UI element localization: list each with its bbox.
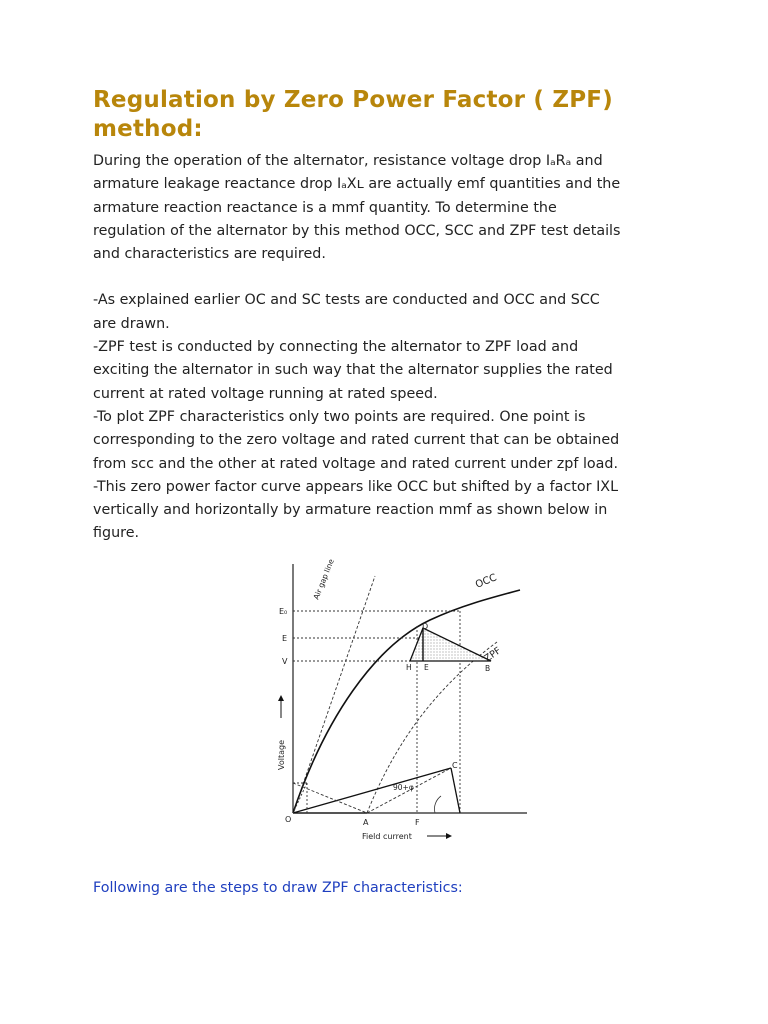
oc-line — [293, 768, 451, 813]
steps-heading: Following are the steps to draw ZPF characteristics: — [93, 880, 463, 896]
b-label: B — [485, 664, 491, 673]
construction-line-1 — [293, 783, 367, 813]
construction-line-2 — [293, 783, 307, 813]
x-axis-label: Field current — [362, 832, 412, 841]
e-point-label: E — [424, 663, 429, 672]
point-line: are drawn. — [93, 315, 170, 332]
d-label: D — [422, 622, 429, 631]
e-label: E — [282, 634, 288, 643]
a-label: A — [363, 818, 369, 827]
zpf-label: ZPF — [482, 645, 504, 665]
zpf-diagram — [265, 558, 535, 850]
intro-line: armature leakage reactance drop IₐXʟ are actually emf quantities and the — [93, 176, 621, 193]
y-axis-label: Voltage — [277, 739, 286, 770]
intro-paragraph — [93, 150, 693, 546]
point-line: -As explained earlier OC and SC tests are conducted and OCC and SCC — [93, 292, 600, 309]
x-axis-arrow-head — [446, 833, 452, 839]
y-axis-arrow-head — [278, 695, 284, 701]
potier-triangle — [410, 628, 491, 661]
point-line: -This zero power factor curve appears like OCC but shifted by a factor IXL — [93, 478, 619, 495]
zpf-curve — [367, 642, 497, 813]
c-label: C — [452, 761, 458, 770]
cf-line — [451, 768, 460, 813]
o-label: O — [285, 815, 292, 824]
point-line: -ZPF test is conducted by connecting the alternator to ZPF load and — [93, 339, 579, 356]
zpf-diagram-svg — [265, 558, 535, 850]
air-gap-label: Air gap line — [311, 558, 336, 601]
occ-label: OCC — [474, 572, 499, 591]
occ-curve — [293, 590, 520, 813]
intro-line: regulation of the alternator by this method OCC, SCC and ZPF test details — [93, 222, 621, 239]
point-line: exciting the alternator in such way that the alternator supplies the rated — [93, 362, 613, 379]
point-line: from scc and the other at rated voltage and rated current under zpf load. — [93, 455, 619, 472]
eo-label: E₀ — [279, 607, 288, 616]
v-label: V — [282, 657, 288, 666]
point-line: figure. — [93, 525, 140, 542]
f-label: F — [415, 818, 420, 827]
intro-line: armature reaction reactance is a mmf quantity. To determine the — [93, 199, 557, 216]
angle-arc — [434, 796, 441, 813]
intro-line: and characteristics are required. — [93, 246, 326, 263]
h-label: H — [406, 663, 412, 672]
angle-label: 90+φ — [393, 783, 414, 792]
air-gap-line — [293, 576, 375, 813]
point-line: current at rated voltage running at rated speed. — [93, 385, 438, 402]
point-line: vertically and horizontally by armature reaction mmf as shown below in — [93, 502, 608, 519]
page-title: Regulation by Zero Power Factor ( ZPF) method: — [93, 87, 613, 142]
point-line: corresponding to the zero voltage and rated current that can be obtained — [93, 432, 620, 449]
point-line: -To plot ZPF characteristics only two points are required. One point is — [93, 408, 586, 425]
paragraph-gap — [93, 266, 693, 289]
intro-line: During the operation of the alternator, resistance voltage drop IₐRₐ and — [93, 153, 603, 169]
article — [93, 86, 693, 546]
